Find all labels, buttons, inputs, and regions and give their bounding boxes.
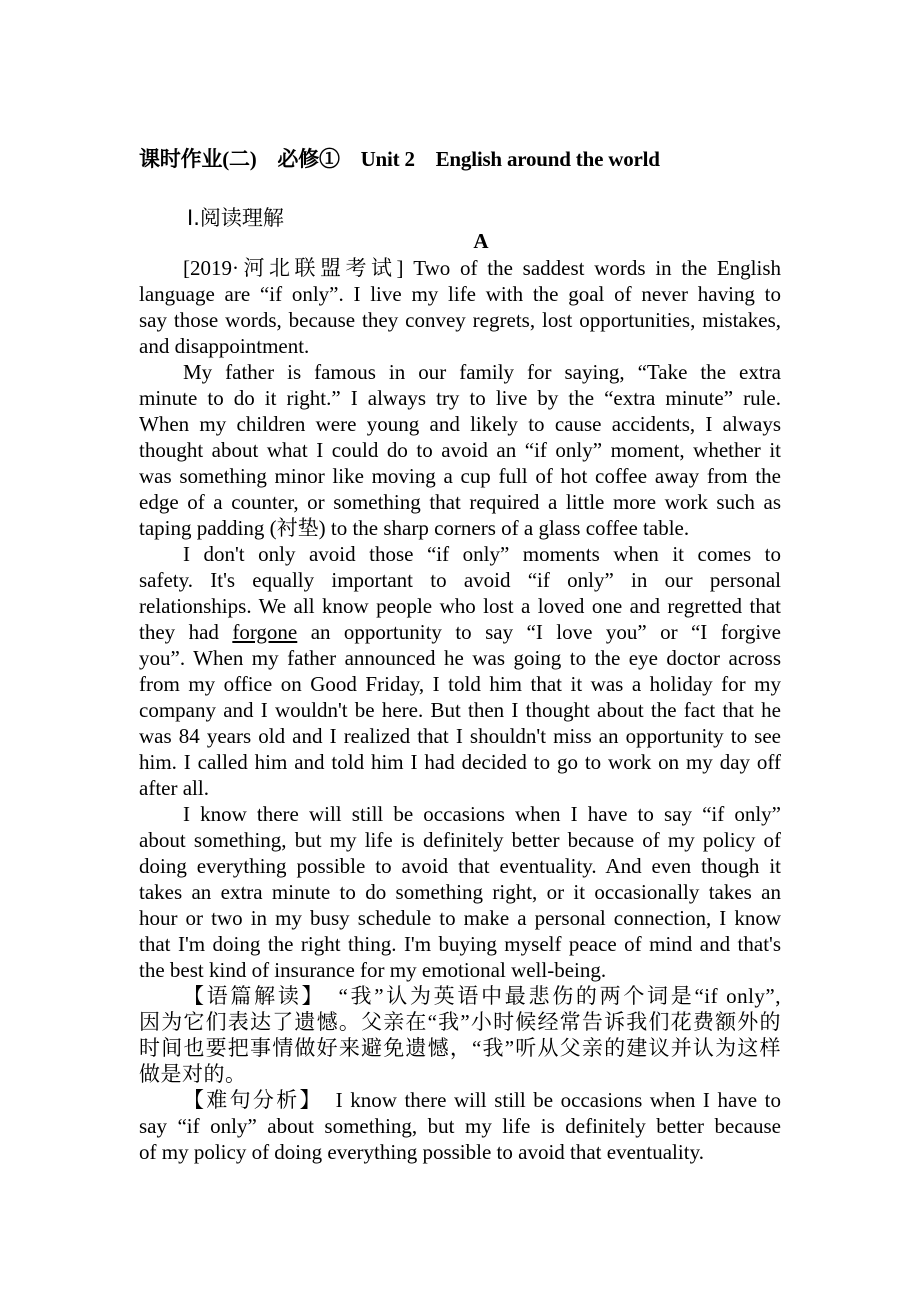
- text-line: 【难句分析】 I know there will still be occasions when I have to: [183, 1088, 781, 1112]
- text-line: takes an extra minute to do something right, or it occasionally takes an: [139, 880, 781, 904]
- text-line: after all.: [139, 776, 209, 800]
- paragraph: [139, 801, 781, 983]
- page-title: 课时作业(二) 必修① Unit 2 English around the world: [139, 147, 660, 171]
- text-line: was 84 years old and I realized that I shouldn't miss an opportunity to see: [139, 724, 781, 748]
- text-segment: an opportunity to say “I love you” or “I forgive: [297, 620, 781, 644]
- paragraph: [139, 255, 781, 359]
- text-line: about something, but my life is definitely better because of my policy of: [139, 828, 781, 852]
- text-line: hour or two in my busy schedule to make a personal connection, I know: [139, 906, 781, 930]
- paragraph: [139, 1087, 781, 1165]
- text-line: taping padding (衬垫) to the sharp corners of a glass coffee table.: [139, 516, 690, 540]
- section-heading: Ⅰ.阅读理解: [187, 206, 284, 230]
- paragraph: [139, 359, 781, 541]
- text-line: [2019·河北联盟考试] Two of the saddest words in the English: [183, 256, 781, 280]
- text-line: My father is famous in our family for saying, “Take the extra: [183, 360, 781, 384]
- text-line: language are “if only”. I live my life with the goal of never having to: [139, 282, 781, 306]
- passage-body: [139, 255, 781, 1165]
- text-line: you”. When my father announced he was going to the eye doctor across: [139, 646, 781, 670]
- text-line: 时间也要把事情做好来避免遗憾，“我”听从父亲的建议并认为这样: [139, 1036, 781, 1060]
- text-line: 做是对的。: [139, 1062, 247, 1086]
- text-line: of my policy of doing everything possible to avoid that eventuality.: [139, 1140, 704, 1164]
- paragraph: [139, 541, 781, 801]
- passage-letter: A: [473, 229, 489, 253]
- text-line: minute to do it right.” I always try to live by the “extra minute” rule.: [139, 386, 781, 410]
- text-line: say those words, because they convey regrets, lost opportunities, mistakes,: [139, 308, 781, 332]
- text-line: and disappointment.: [139, 334, 310, 358]
- analysis-paragraph: [139, 983, 781, 1087]
- text-line: edge of a counter, or something that required a little more work such as: [139, 490, 781, 514]
- text-line: When my children were young and likely to cause accidents, I always: [139, 412, 781, 436]
- text-line: I don't only avoid those “if only” moments when it comes to: [183, 542, 781, 566]
- text-line: thought about what I could do to avoid an “if only” moment, whether it: [139, 438, 781, 462]
- text-line: the best kind of insurance for my emotional well-being.: [139, 958, 607, 982]
- text-line: relationships. We all know people who lost a loved one and regretted that: [139, 594, 781, 618]
- text-line: safety. It's equally important to avoid “if only” in our personal: [139, 568, 781, 592]
- text-line: from my office on Good Friday, I told him that it was a holiday for my: [139, 672, 781, 696]
- text-line: that I'm doing the right thing. I'm buying myself peace of mind and that's: [139, 932, 781, 956]
- text-line: was something minor like moving a cup full of hot coffee away from the: [139, 464, 781, 488]
- text-line: [139, 619, 781, 645]
- text-line: 【语篇解读】 “我”认为英语中最悲伤的两个词是“if only”,: [183, 984, 781, 1008]
- text-segment: they had: [139, 620, 233, 644]
- text-line: say “if only” about something, but my life is definitely better because: [139, 1114, 781, 1138]
- underlined-word: forgone: [232, 620, 298, 644]
- text-line: 因为它们表达了遗憾。父亲在“我”小时候经常告诉我们花费额外的: [139, 1010, 781, 1034]
- text-line: doing everything possible to avoid that eventuality. And even though it: [139, 854, 781, 878]
- text-line: company and I wouldn't be here. But then I thought about the fact that he: [139, 698, 781, 722]
- text-line: him. I called him and told him I had decided to go to work on my day off: [139, 750, 781, 774]
- text-line: I know there will still be occasions when I have to say “if only”: [183, 802, 781, 826]
